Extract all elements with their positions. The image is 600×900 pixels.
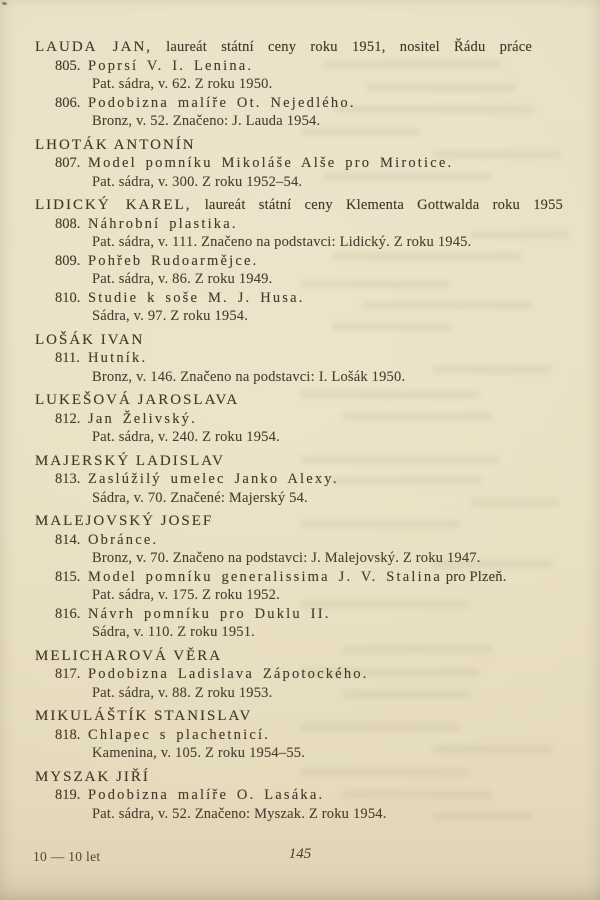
catalog-entry xyxy=(35,568,584,605)
catalog-list xyxy=(35,33,584,823)
entry-group xyxy=(35,665,584,702)
entry-details: Sádra, v. 70. Značené: Majerský 54. xyxy=(92,489,308,506)
entry-details: Bronz, v. 52. Značeno: J. Lauda 1954. xyxy=(92,113,321,129)
artist-header xyxy=(35,512,584,531)
entry-details: Kamenina, v. 105. Z roku 1954–55. xyxy=(92,745,306,761)
page-number: 145 xyxy=(288,846,312,862)
entry-title-line xyxy=(35,531,584,550)
entry-details: Pat. sádra, v. 175. Z roku 1952. xyxy=(92,587,280,603)
entry-details: Sádra, v. 110. Z roku 1951. xyxy=(92,624,255,640)
entry-title: Jan Želivský. xyxy=(88,410,197,427)
entry-title: Podobizna malíře Ot. Nejedlého. xyxy=(88,94,356,111)
artist-name: LIDICKÝ KAREL, xyxy=(35,197,192,213)
catalog-entry xyxy=(35,252,584,289)
entry-details: Pat. sádra, v. 88. Z roku 1953. xyxy=(92,684,273,701)
entry-title-line xyxy=(35,154,584,173)
artist-name: MELICHAROVÁ VĚRA xyxy=(35,647,223,664)
artist-name: LAUDA JAN, xyxy=(35,39,153,55)
catalog-entry xyxy=(35,289,584,326)
artist-section xyxy=(35,707,584,763)
artist-honorific: laureát státní ceny roku 1951, nositel Řádu práce xyxy=(166,39,533,55)
catalog-entry xyxy=(35,349,584,386)
artist-header xyxy=(35,647,584,666)
entry-title: Obránce. xyxy=(88,531,159,548)
entry-details: Pat. sádra, v. 52. Značeno: Myszak. Z roku 1954. xyxy=(92,805,387,822)
catalog-entry xyxy=(35,786,584,823)
entry-title: Podobizna malíře O. Lasáka. xyxy=(88,787,325,803)
entry-group xyxy=(35,154,584,191)
entry-details: Pat. sádra, v. 86. Z roku 1949. xyxy=(92,271,273,287)
artist-honorific: laureát státní ceny Klementa Gottwalda roku 1955 xyxy=(204,197,563,213)
entry-title: Pohřeb Rudoarmějce. xyxy=(88,252,259,269)
catalog-entry xyxy=(35,154,584,191)
entry-title: Návrh pomníku pro Duklu II. xyxy=(88,605,331,622)
catalog-entry xyxy=(35,665,584,702)
entry-number: 812. xyxy=(55,410,81,427)
artist-section xyxy=(35,647,584,703)
artist-name: MYSZAK JIŘÍ xyxy=(35,768,150,785)
artist-header xyxy=(35,331,584,350)
entry-number: 813. xyxy=(55,471,81,487)
entry-title-line xyxy=(35,786,584,805)
artist-header xyxy=(35,196,563,215)
artist-header xyxy=(35,452,584,471)
entry-details: Pat. sádra, v. 62. Z roku 1950. xyxy=(92,76,273,92)
entry-number: 815. xyxy=(55,568,81,585)
artist-name: LOŠÁK IVAN xyxy=(35,331,145,348)
entry-details: Pat. sádra, v. 240. Z roku 1954. xyxy=(92,429,280,445)
entry-number: 805. xyxy=(55,57,81,74)
entry-number: 817. xyxy=(55,666,81,682)
entry-number: 807. xyxy=(55,155,81,171)
artist-section xyxy=(35,136,584,192)
entry-title-line xyxy=(35,252,584,271)
artist-section xyxy=(35,331,584,387)
artist-section xyxy=(35,512,584,642)
artist-section xyxy=(35,391,584,447)
entry-number: 811. xyxy=(55,350,80,366)
artist-header xyxy=(35,136,584,155)
entry-details: Bronz, v. 70. Značeno na podstavci: J. Malejovský. Z roku 1947. xyxy=(92,550,481,566)
artist-header xyxy=(35,38,532,57)
entry-title: Zaslúžilý umelec Janko Alexy. xyxy=(88,471,339,487)
entry-title: Hutník. xyxy=(88,350,148,366)
entry-group xyxy=(35,215,584,326)
entry-title-line xyxy=(35,568,584,587)
artist-section xyxy=(35,768,584,824)
entry-group xyxy=(35,726,584,763)
entry-number: 810. xyxy=(55,289,81,306)
entry-number: 809. xyxy=(55,252,81,269)
catalog-entry xyxy=(35,531,584,568)
artist-section xyxy=(35,452,584,508)
entry-title-line xyxy=(35,215,584,234)
entry-number: 814. xyxy=(55,531,81,548)
entry-title-line xyxy=(35,726,584,745)
catalog-entry xyxy=(35,726,584,763)
entry-details: Bronz, v. 146. Značeno na podstavci: I. Lošák 1950. xyxy=(92,368,406,385)
entry-number: 819. xyxy=(55,787,81,803)
artist-header xyxy=(35,391,584,410)
artist-name: MALEJOVSKÝ JOSEF xyxy=(35,513,214,529)
signature-note: 10 — 10 let xyxy=(33,849,101,864)
catalog-entry xyxy=(35,57,584,94)
entry-title-line xyxy=(35,410,584,429)
artist-name: MAJERSKÝ LADISLAV xyxy=(35,452,225,469)
entry-title-line xyxy=(35,94,584,113)
catalog-entry xyxy=(35,410,584,447)
entry-number: 808. xyxy=(55,215,81,232)
entry-group xyxy=(35,531,584,642)
entry-title: Podobizna Ladislava Zápotockého. xyxy=(88,666,369,682)
artist-header xyxy=(35,768,584,787)
paper-speck xyxy=(2,1,8,5)
entry-title-line xyxy=(35,665,584,684)
entry-number: 816. xyxy=(55,605,81,622)
entry-group xyxy=(35,410,584,447)
entry-title-line xyxy=(35,289,584,308)
artist-header xyxy=(35,707,584,726)
artist-name: LHOTÁK ANTONÍN xyxy=(35,136,196,153)
entry-title: Model pomníku Mikoláše Alše pro Mirotice. xyxy=(88,155,454,171)
catalog-entry xyxy=(35,470,584,507)
entry-title-line xyxy=(35,470,584,489)
entry-group xyxy=(35,349,584,386)
entry-details: Pat. sádra, v. 300. Z roku 1952–54. xyxy=(92,173,303,190)
artist-name: MIKULÁŠTÍK STANISLAV xyxy=(35,708,253,724)
catalog-entry xyxy=(35,94,584,131)
entry-title: Poprsí V. I. Lenina. xyxy=(88,57,254,74)
entry-details: Sádra, v. 97. Z roku 1954. xyxy=(92,308,249,324)
entry-details: Pat. sádra, v. 111. Značeno na podstavci: Lidický. Z roku 1945. xyxy=(92,234,472,250)
entry-group xyxy=(35,470,584,507)
entry-title: Náhrobní plastika. xyxy=(88,215,238,232)
entry-number: 818. xyxy=(55,726,81,743)
entry-number: 806. xyxy=(55,94,81,111)
entry-title: Studie k soše M. J. Husa. xyxy=(88,289,305,306)
entry-title-line xyxy=(35,349,584,368)
entry-group xyxy=(35,57,584,131)
entry-group xyxy=(35,786,584,823)
entry-title-plain: pro Plzeň. xyxy=(441,568,507,585)
catalog-entry xyxy=(35,215,584,252)
artist-section xyxy=(35,196,584,326)
entry-title: Chlapec s plachetnicí. xyxy=(88,726,271,743)
entry-title-line xyxy=(35,57,584,76)
artist-section xyxy=(35,38,584,131)
entry-title-line xyxy=(35,605,584,624)
catalog-entry xyxy=(35,605,584,642)
artist-name: LUKEŠOVÁ JAROSLAVA xyxy=(35,392,240,408)
entry-title: Model pomníku generalissima J. V. Stalina xyxy=(88,568,442,585)
